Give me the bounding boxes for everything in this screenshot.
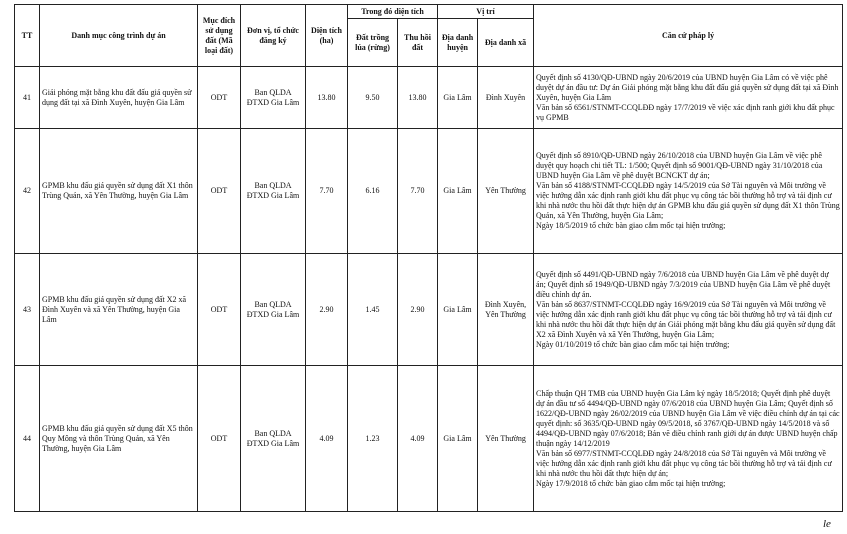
row-purpose: ODT bbox=[198, 366, 241, 512]
row-area: 7.70 bbox=[306, 129, 348, 254]
row-recovered: 7.70 bbox=[398, 129, 438, 254]
row-legal bbox=[534, 366, 843, 512]
header-of-which: Trong đó diện tích bbox=[348, 5, 438, 19]
header-legal: Căn cứ pháp lý bbox=[534, 5, 843, 67]
row-tt: 42 bbox=[15, 129, 40, 254]
row-district: Gia Lâm bbox=[438, 67, 478, 129]
header-location: Vị trí bbox=[438, 5, 534, 19]
row-area: 2.90 bbox=[306, 254, 348, 366]
row-unit: Ban QLDA ĐTXD Gia Lâm bbox=[241, 254, 306, 366]
legal-line: Ngày 18/5/2019 tổ chức bàn giao cắm mốc tại hiện trường; bbox=[536, 221, 726, 230]
legal-line: Văn bản số 6561/STNMT-CCQLĐĐ ngày 17/7/2019 về việc xác định ranh giới khu đất phục vụ GPMB bbox=[536, 102, 835, 122]
table-row bbox=[15, 67, 843, 129]
row-purpose: ODT bbox=[198, 67, 241, 129]
row-area: 4.09 bbox=[306, 366, 348, 512]
legal-line: Quyết định số 8910/QĐ-UBND ngày 26/10/2018 của UBND huyện Gia Lâm về việc phê duyệt quy hoạch chi tiết TL: 1/500; Quyết định số 9001/QĐ-UBND ngày 31/10/2018 của UBND huyện Gia Lâm về phê duyệt BCNCKT dự án; bbox=[536, 151, 823, 180]
legal-line: Chấp thuận QH TMB của UBND huyện Gia Lâm ký ngày 18/5/2018; Quyết định phê duyệt dự án đầu tư số 4494/QĐ-UBND ngày 07/6/2018 của UBND huyện Gia Lâm; Quyết định số 1622/QĐ-UBND ngày 26/02/2019 của UBND huyện Gia Lâm về việc điều chỉnh dự án tại các quyết định: số 3635/QĐ-UBND ngày 09/5/2018, số 3767/QĐ-UBND ngày 14/5/2018 và số 4494/QĐ-UBND ngày 07/6/2018; Bản vẽ điều chỉnh ranh giới dự án được UBND huyện chấp thuận ngày 14/12/2019 bbox=[536, 388, 840, 448]
row-legal bbox=[534, 67, 843, 129]
row-purpose: ODT bbox=[198, 129, 241, 254]
row-project: GPMB khu đấu giá quyền sử dụng đất X5 thôn Quy Mông và thôn Trùng Quán, xã Yên Thường, huyện Gia Lâm bbox=[40, 366, 198, 512]
handwritten-initials: le bbox=[823, 518, 831, 530]
land-project-table bbox=[14, 4, 843, 512]
header-project: Danh mục công trình dự án bbox=[40, 5, 198, 67]
row-recovered: 13.80 bbox=[398, 67, 438, 129]
legal-line: Ngày 01/10/2019 tổ chức bàn giao cắm mốc tại hiện trường; bbox=[536, 339, 730, 349]
table-row bbox=[15, 366, 843, 512]
row-rice: 6.16 bbox=[348, 129, 398, 254]
row-purpose: ODT bbox=[198, 254, 241, 366]
row-commune: Đình Xuyên, Yên Thường bbox=[478, 254, 534, 366]
row-commune: Yên Thường bbox=[478, 366, 534, 512]
row-recovered: 4.09 bbox=[398, 366, 438, 512]
row-commune: Yên Thường bbox=[478, 129, 534, 254]
row-tt: 43 bbox=[15, 254, 40, 366]
header-tt: TT bbox=[15, 5, 40, 67]
header-district: Địa danh huyện bbox=[438, 19, 478, 67]
header-unit: Đơn vị, tổ chức đăng ký bbox=[241, 5, 306, 67]
row-commune: Đình Xuyên bbox=[478, 67, 534, 129]
row-project: Giải phóng mặt bằng khu đất đấu giá quyền sử dụng đất tại xã Đình Xuyên, huyện Gia Lâm bbox=[40, 67, 198, 129]
row-recovered: 2.90 bbox=[398, 254, 438, 366]
header-area: Diện tích (ha) bbox=[306, 5, 348, 67]
row-project: GPMB khu đấu giá quyền sử dụng đất X1 thôn Trùng Quán, xã Yên Thường, huyện Gia Lâm bbox=[40, 129, 198, 254]
row-rice: 1.45 bbox=[348, 254, 398, 366]
row-district: Gia Lâm bbox=[438, 254, 478, 366]
legal-line: Ngày 17/9/2018 tổ chức bàn giao cắm mốc tại hiện trường; bbox=[536, 478, 726, 488]
header-purpose: Mục đích sử dụng đất (Mã loại đất) bbox=[198, 5, 241, 67]
legal-line: Văn bản số 4188/STNMT-CCQLĐĐ ngày 14/5/2019 của Sở Tài nguyên và Môi trường về việc hướng dẫn xác định ranh giới khu đất phục vụ công tác bồi thường hỗ trợ và tái định cư khi nhà nước thu hồi đất thực hiện dự án GPMB khu đấu giá quyền sử dụng đất X1 thôn Trùng Quán, xã Yên Thường, huyện Gia Lâm; bbox=[536, 181, 840, 220]
row-rice: 1.23 bbox=[348, 366, 398, 512]
row-tt: 41 bbox=[15, 67, 40, 129]
row-legal bbox=[534, 129, 843, 254]
header-rice: Đất trồng lúa (rừng) bbox=[348, 19, 398, 67]
row-district: Gia Lâm bbox=[438, 366, 478, 512]
row-unit: Ban QLDA ĐTXD Gia Lâm bbox=[241, 366, 306, 512]
row-district: Gia Lâm bbox=[438, 129, 478, 254]
row-rice: 9.50 bbox=[348, 67, 398, 129]
row-project: GPMB khu đấu giá quyền sử dụng đất X2 xã Đình Xuyên và xã Yên Thường, huyện Gia Lâm bbox=[40, 254, 198, 366]
table-row bbox=[15, 254, 843, 366]
header-recovered: Thu hồi đất bbox=[398, 19, 438, 67]
row-unit: Ban QLDA ĐTXD Gia Lâm bbox=[241, 67, 306, 129]
row-tt: 44 bbox=[15, 366, 40, 512]
legal-line: Quyết định số 4491/QĐ-UBND ngày 7/6/2018 của UBND huyện Gia Lâm về phê duyệt dự án; Quyết định số 1949/QĐ-UBND ngày 7/3/2019 của UBND huyện Gia Lâm về phê duyệt điều chỉnh dự án. bbox=[536, 269, 831, 299]
row-legal bbox=[534, 254, 843, 366]
legal-line: Quyết định số 4130/QĐ-UBND ngày 20/6/2019 của UBND huyện Gia Lâm có về việc phê duyệt dự án đầu tư: Dự án Giải phóng mặt bằng khu đất đấu giá quyền sử dụng đất tại xã Đình Xuyên, huyện Gia Lâm bbox=[536, 72, 839, 102]
legal-line: Văn bản số 6977/STNMT-CCQLĐĐ ngày 24/8/2018 của Sở Tài nguyên và Môi trường về việc hướng dẫn xác định ranh giới khu đất phục vụ công tác bồi thường hỗ trợ và tái định cư khi nhà nước thu hồi đất thực hiện dự án; bbox=[536, 448, 832, 478]
row-unit: Ban QLDA ĐTXD Gia Lâm bbox=[241, 129, 306, 254]
row-area: 13.80 bbox=[306, 67, 348, 129]
legal-line: Văn bản số 8637/STNMT-CCQLĐĐ ngày 16/9/2019 của Sở Tài nguyên và Môi trường về việc hướng dẫn xác định ranh giới khu đất phục vụ công tác bồi thường hỗ trợ và tái định cư khi nhà nước thu hồi đất thực hiện dự án Giải phóng mặt bằng khu đấu giá quyền sử dụng đất X2 xã Đình Xuyên và xã Yên Thường, huyện Gia Lâm; bbox=[536, 299, 836, 339]
table-row bbox=[15, 129, 843, 254]
header-commune: Địa danh xã bbox=[478, 19, 534, 67]
